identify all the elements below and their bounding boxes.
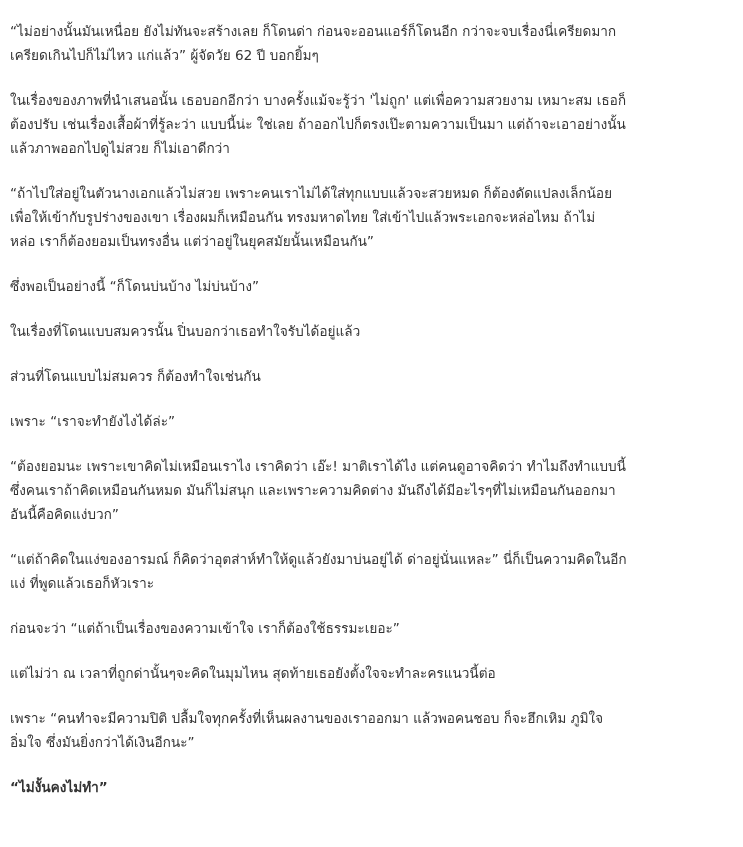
closing-quote: “ไม่งั้นคงไม่ทำ” [10,780,108,796]
paragraph-8: “ต้องยอมนะ เพราะเขาคิดไม่เหมือนเราไง เราคิดว่า เอ๊ะ! มาติเราได้ไง แต่คนดูอาจคิดว่า ทำไมถึงทำแบบนี้ ซึ่งคนเราถ้าคิดเหมือนกันหมด มันก็ไม่สนุก และเพราะความคิดต่าง มันถึงได้มีอะไรๆที่ไม่เหมือนกันออกมา อันนี้คือคิดแง่บวก” [10,459,626,523]
paragraph-9: “แต่ถ้าคิดในแง่ของอารมณ์ ก็คิดว่าอุตส่าห์ทำให้ดูแล้วยังมาบ่นอยู่ได้ ด่าอยู่นั่นแหละ” นี่ก็เป็นความคิดในอีก แง่ ที่พูดแล้วเธอก็หัวเราะ [10,552,627,592]
paragraph-11: แต่ไม่ว่า ณ เวลาที่ถูกด่านั้นๆจะคิดในมุมไหน สุดท้ายเธอยังตั้งใจจะทำละครแนวนี้ต่อ [10,666,496,682]
paragraph-6: ส่วนที่โดนแบบไม่สมควร ก็ต้องทำใจเช่นกัน [10,369,261,385]
paragraph-4: ซึ่งพอเป็นอย่างนี้ “ก็โดนบ่นบ้าง ไม่บ่นบ้าง” [10,279,260,295]
paragraph-2: ในเรื่องของภาพที่นำเสนอนั้น เธอบอกอีกว่า บางครั้งแม้จะรู้ว่า 'ไม่ถูก' แต่เพื่อความสวยงาม เหมาะสม เธอก็ ต้องปรับ เช่นเรื่องเสื้อผ้าที่รู้ละว่า แบบนี้น่ะ ใช่เลย ถ้าออกไปก็ตรงเป๊ะตามความเป็นมา แต่ถ้าจะเอาอย่างนั้น แล้วภาพออกไปดูไม่สวย ก็ไม่เอาดีกว่า [10,93,627,157]
paragraph-5: ในเรื่องที่โดนแบบสมควรนั้น ปิ่นบอกว่าเธอทำใจรับได้อยู่แล้ว [10,324,361,340]
article-body [10,20,735,800]
paragraph-12: เพราะ “คนทำจะมีความปิติ ปลื้มใจทุกครั้งที่เห็นผลงานของเราออกมา แล้วพอคนชอบ ก็จะฮึกเหิม ภูมิใจ อิ่มใจ ซึ่งมันยิ่งกว่าได้เงินอีกนะ” [10,711,604,751]
paragraph-7: เพราะ “เราจะทำยังไงได้ล่ะ” [10,414,176,430]
paragraph-10: ก่อนจะว่า “แต่ถ้าเป็นเรื่องของความเข้าใจ เราก็ต้องใช้ธรรมะเยอะ” [10,621,400,637]
paragraph-1: “ไม่อย่างนั้นมันเหนื่อย ยังไม่ทันจะสร้างเลย ก็โดนด่า ก่อนจะออนแอร์ก็โดนอีก กว่าจะจบเรื่องนี่เครียดมาก เครียดเกินไปก็ไม่ไหว แก่แล้ว” ผู้จัดวัย 62 ปี บอกยิ้มๆ [10,24,617,64]
paragraph-3: “ถ้าไปใส่อยู่ในตัวนางเอกแล้วไม่สวย เพราะคนเราไม่ได้ใส่ทุกแบบแล้วจะสวยหมด ก็ต้องดัดแปลงเล็กน้อย เพื่อให้เข้ากับรูปร่างของเขา เรื่องผมก็เหมือนกัน ทรงมหาดไทย ใส่เข้าไปแล้วพระเอกจะหล่อไหม ถ้าไม่ หล่อ เราก็ต้องยอมเป็นทรงอื่น แต่ว่าอยู่ในยุคสมัยนั้นเหมือนกัน” [10,186,613,250]
